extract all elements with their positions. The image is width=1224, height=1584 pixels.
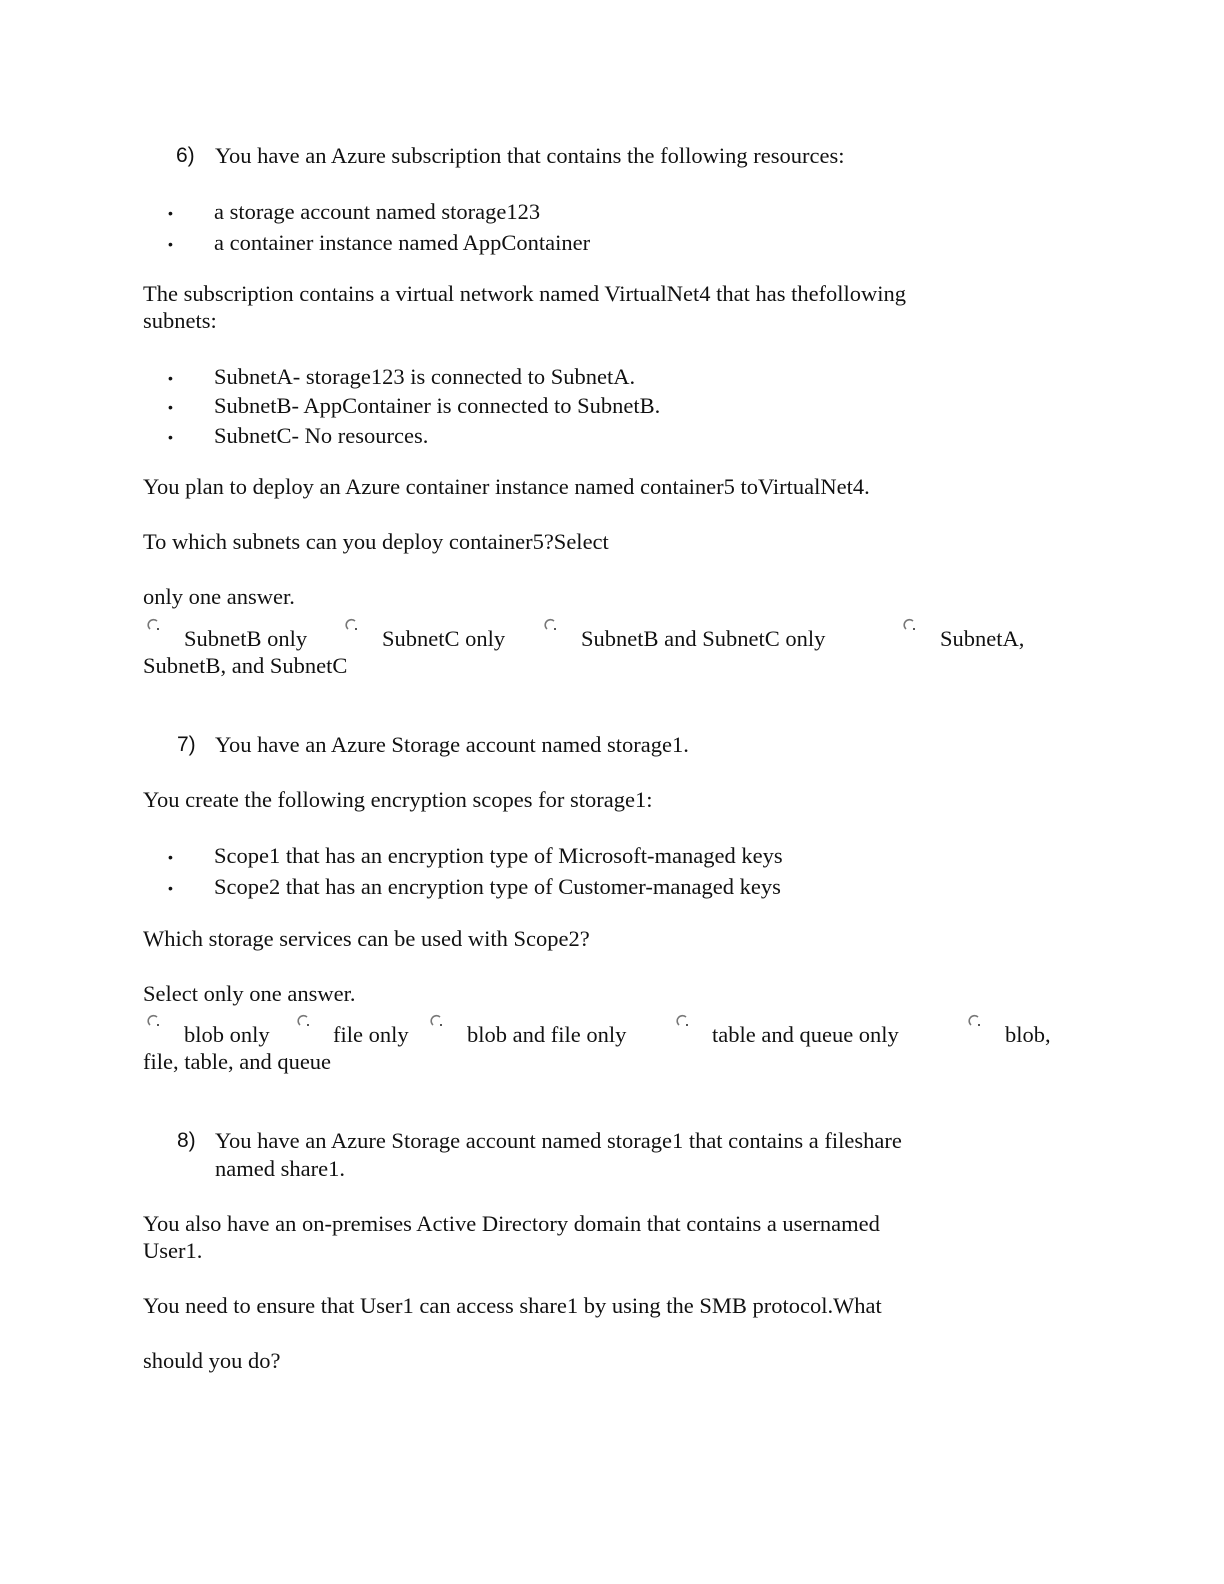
bullet: • xyxy=(168,236,173,252)
question-6-number: 6) xyxy=(176,144,195,167)
resource-item: a container instance named AppContainer xyxy=(214,230,591,255)
question-8-text-line2: named share1. xyxy=(215,1156,345,1181)
subnet-item: SubnetB- AppContainer is connected to SubnetB. xyxy=(214,393,661,418)
bullet: • xyxy=(168,399,173,415)
radio-button-icon[interactable] xyxy=(967,1014,981,1030)
radio-button-icon[interactable] xyxy=(344,618,358,634)
resource-item: a storage account named storage123 xyxy=(214,199,541,224)
radio-button-icon[interactable] xyxy=(146,618,160,634)
question-7-text: You have an Azure Storage account named storage1. xyxy=(215,732,689,757)
q7-instruction: Select only one answer. xyxy=(143,981,356,1006)
radio-button-icon[interactable] xyxy=(675,1014,689,1030)
q7-option-all-services-wrap[interactable]: file, table, and queue xyxy=(143,1049,332,1074)
q6-option-subnetc-only[interactable]: SubnetC only xyxy=(382,626,506,651)
q6-prompt: To which subnets can you deploy container5?Select xyxy=(143,529,609,554)
question-8-text-line1: You have an Azure Storage account named storage1 that contains a fileshare xyxy=(215,1128,902,1153)
bullet: • xyxy=(168,370,173,386)
q6-option-subnetb-and-c[interactable]: SubnetB and SubnetC only xyxy=(581,626,826,651)
bullet: • xyxy=(168,205,173,221)
radio-button-icon[interactable] xyxy=(146,1014,160,1030)
bullet: • xyxy=(168,880,173,896)
scope-item: Scope1 that has an encryption type of Microsoft-managed keys xyxy=(214,843,783,868)
radio-button-icon[interactable] xyxy=(296,1014,310,1030)
bullet: • xyxy=(168,849,173,865)
radio-button-icon[interactable] xyxy=(902,618,916,634)
q6-paragraph-line1: The subscription contains a virtual network named VirtualNet4 that has thefollowing xyxy=(143,281,907,306)
q8-paragraph-line2: User1. xyxy=(143,1238,203,1263)
q8-paragraph-line1: You also have an on-premises Active Directory domain that contains a usernamed xyxy=(143,1211,880,1236)
q7-paragraph: You create the following encryption scopes for storage1: xyxy=(143,787,653,812)
question-6-text: You have an Azure subscription that contains the following resources: xyxy=(215,143,845,168)
q7-option-all-services[interactable]: blob, xyxy=(1005,1022,1051,1047)
question-8-number: 8) xyxy=(177,1129,196,1152)
scope-item: Scope2 that has an encryption type of Customer-managed keys xyxy=(214,874,781,899)
q6-plan: You plan to deploy an Azure container instance named container5 toVirtualNet4. xyxy=(143,474,870,499)
q6-instruction: only one answer. xyxy=(143,584,295,609)
radio-button-icon[interactable] xyxy=(429,1014,443,1030)
q7-option-blob-only[interactable]: blob only xyxy=(184,1022,270,1047)
subnet-item: SubnetA- storage123 is connected to SubnetA. xyxy=(214,364,636,389)
q7-option-blob-and-file[interactable]: blob and file only xyxy=(467,1022,627,1047)
q6-option-subnetb-only[interactable]: SubnetB only xyxy=(184,626,308,651)
q6-paragraph-line2: subnets: xyxy=(143,308,217,333)
q6-option-all-subnets-wrap[interactable]: SubnetB, and SubnetC xyxy=(143,653,348,678)
q8-paragraph3: should you do? xyxy=(143,1348,281,1373)
question-7-number: 7) xyxy=(177,733,196,756)
q7-prompt: Which storage services can be used with Scope2? xyxy=(143,926,590,951)
q8-paragraph2: You need to ensure that User1 can access share1 by using the SMB protocol.What xyxy=(143,1293,882,1318)
subnet-item: SubnetC- No resources. xyxy=(214,423,429,448)
q6-option-all-subnets[interactable]: SubnetA, xyxy=(940,626,1025,651)
radio-button-icon[interactable] xyxy=(543,618,557,634)
q7-option-file-only[interactable]: file only xyxy=(333,1022,409,1047)
bullet: • xyxy=(168,429,173,445)
q7-option-table-and-queue[interactable]: table and queue only xyxy=(712,1022,899,1047)
